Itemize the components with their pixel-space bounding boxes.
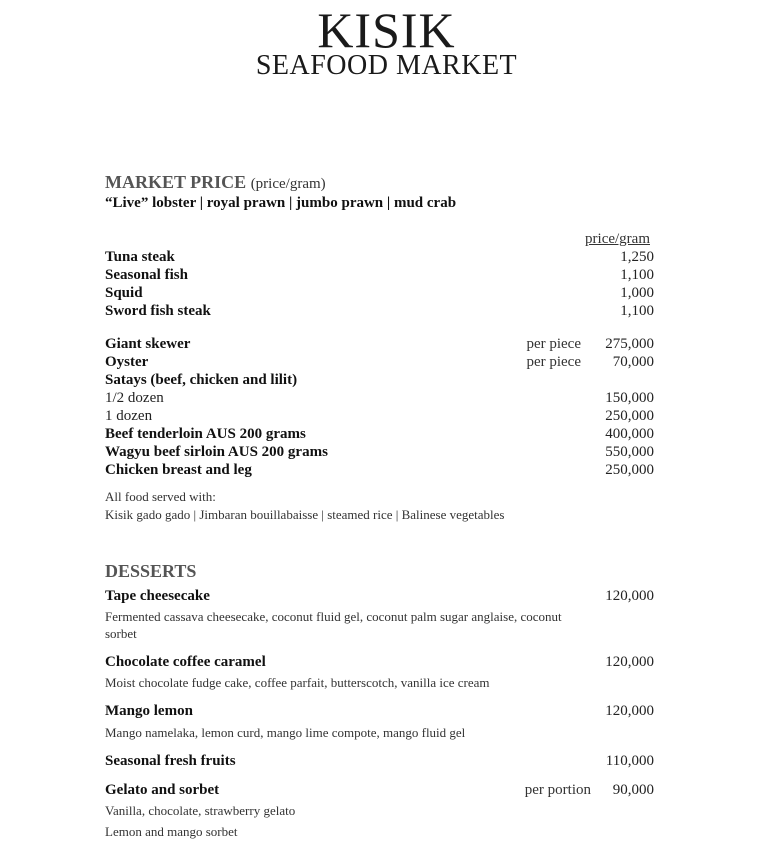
dessert-description: Moist chocolate fudge cake, coffee parfait, butterscotch, vanilla ice cream <box>105 675 490 690</box>
served-with-items: Kisik gado gado | Jimbaran bouillabaisse | steamed rice | Balinese vegetables <box>105 507 505 522</box>
market-price-title: MARKET PRICE <box>105 172 247 192</box>
desserts-heading: DESSERTS <box>105 561 197 581</box>
menu-item-name: Wagyu beef sirloin AUS 200 grams <box>105 444 328 460</box>
live-items: “Live” lobster | royal prawn | jumbo prawn | mud crab <box>105 195 457 211</box>
menu-item-price: 150,000 <box>605 390 654 406</box>
menu-item-name: Satays (beef, chicken and lilit) <box>105 372 298 388</box>
menu-item-price: 400,000 <box>605 426 654 442</box>
menu-item-unit: per piece <box>526 336 581 352</box>
dessert-name: Seasonal fresh fruits <box>105 753 236 769</box>
menu-item-price: 1,000 <box>620 285 654 301</box>
menu-item-price: 1,250 <box>620 249 654 265</box>
market-price-note: (price/gram) <box>250 176 326 192</box>
menu-item-price: 250,000 <box>605 408 654 424</box>
served-with-label: All food served with: <box>105 489 216 504</box>
brand-subtitle: SEAFOOD MARKET <box>255 50 518 81</box>
menu-item-name: Giant skewer <box>105 336 191 352</box>
dessert-unit: per portion <box>524 782 591 798</box>
menu-item-price: 70,000 <box>612 354 654 370</box>
dessert-price: 120,000 <box>605 654 654 670</box>
dessert-name: Chocolate coffee caramel <box>105 654 266 670</box>
dessert-description: Mango namelaka, lemon curd, mango lime compote, mango fluid gel <box>105 725 466 740</box>
menu-item-name: Chicken breast and leg <box>105 462 252 478</box>
dessert-price: 90,000 <box>612 782 654 798</box>
menu-item-name: Squid <box>105 285 143 301</box>
menu-item-name: Seasonal fish <box>105 267 188 283</box>
menu-item-price: 250,000 <box>605 462 654 478</box>
menu-item-price: 275,000 <box>605 336 654 352</box>
menu-item-name: Tuna steak <box>105 249 175 265</box>
menu-item-price: 1,100 <box>620 303 654 319</box>
menu-item-name: Beef tenderloin AUS 200 grams <box>105 426 306 442</box>
menu-item-price: 1,100 <box>620 267 654 283</box>
market-price-heading <box>105 172 326 193</box>
menu-item-unit: per piece <box>526 354 581 370</box>
dessert-name: Gelato and sorbet <box>105 782 220 798</box>
menu-item-name: Sword fish steak <box>105 303 211 319</box>
menu-item-name: 1 dozen <box>105 408 153 424</box>
dessert-description-2: Lemon and mango sorbet <box>105 824 238 839</box>
brand-title: KISIK <box>317 2 456 58</box>
menu-item-price: 550,000 <box>605 444 654 460</box>
price-gram-column-header: price/gram <box>585 231 650 247</box>
dessert-name: Tape cheesecake <box>105 588 210 604</box>
menu-item-name: 1/2 dozen <box>105 390 164 406</box>
dessert-price: 120,000 <box>605 703 654 719</box>
dessert-price: 120,000 <box>605 588 654 604</box>
dessert-name: Mango lemon <box>105 703 193 719</box>
dessert-description: Vanilla, chocolate, strawberry gelato <box>105 803 296 818</box>
dessert-price: 110,000 <box>605 753 654 769</box>
menu-item-name: Oyster <box>105 354 149 370</box>
dessert-description: Fermented cassava cheesecake, coconut fluid gel, coconut palm sugar anglaise, coconut sorbet <box>105 609 562 641</box>
